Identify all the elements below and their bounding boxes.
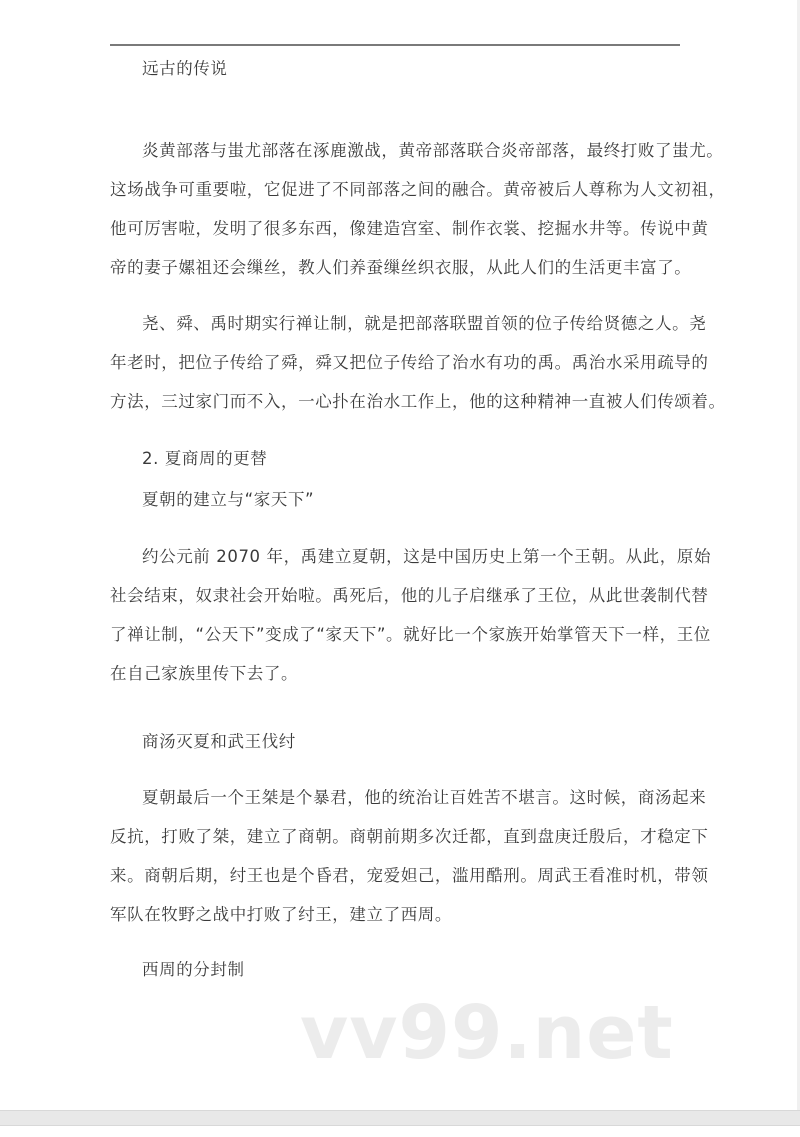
heading-shang-zhou — [110, 722, 685, 761]
section-heading: 远古的传说 — [142, 59, 228, 78]
heading-xia-shang-zhou — [110, 439, 685, 478]
section-heading: 西周的分封制 — [142, 960, 245, 979]
paragraph-shanrang — [110, 304, 726, 421]
heading-fengjian — [110, 950, 685, 989]
paragraph-line: 这场战争可重要啦，它促进了不同部落之间的融合。黄帝被后人尊称为人文初祖， — [110, 180, 726, 199]
section-heading: 2. 夏商周的更替 — [142, 449, 268, 468]
paragraph-line: 他可厉害啦，发明了很多东西，像建造宫室、制作衣裳、挖掘水井等。传说中黄 — [110, 219, 709, 238]
heading-xia-founding — [110, 480, 685, 519]
paragraph-line: 方法，三过家门而不入，一心扑在治水工作上，他的这种精神一直被人们传颂着。 — [110, 392, 726, 411]
paragraph-line: 约公元前 2070 年，禹建立夏朝，这是中国历史上第一个王朝。从此，原始 — [142, 547, 712, 566]
paragraph-line: 在自己家族里传下去了。 — [110, 664, 299, 683]
paragraph-yanhuang — [110, 131, 726, 287]
paragraph-line: 社会结束，奴隶社会开始啦。禹死后，他的儿子启继承了王位，从此世袭制代替 — [110, 586, 709, 605]
paragraph-line: 反抗，打败了桀，建立了商朝。商朝前期多次迁都，直到盘庚迁殷后，才稳定下 — [110, 827, 709, 846]
header-rule — [110, 44, 680, 46]
paragraph-line: 夏朝最后一个王桀是个暴君，他的统治让百姓苦不堪言。这时候，商汤起来 — [142, 788, 707, 807]
paragraph-line: 年老时，把位子传给了舜，舜又把位子传给了治水有功的禹。禹治水采用疏导的 — [110, 353, 709, 372]
paragraph-line: 尧、舜、禹时期实行禅让制，就是把部落联盟首领的位子传给贤德之人。尧 — [142, 314, 707, 333]
paragraph-line: 来。商朝后期，纣王也是个昏君，宠爱妲己，滥用酷刑。周武王看准时机，带领 — [110, 866, 709, 885]
paragraph-line: 帝的妻子嫘祖还会缫丝，教人们养蚕缫丝织衣服，从此人们的生活更丰富了。 — [110, 258, 692, 277]
paragraph-shang — [110, 778, 709, 934]
paragraph-line: 军队在牧野之战中打败了纣王，建立了西周。 — [110, 905, 452, 924]
heading-legends — [110, 49, 685, 88]
section-heading: 商汤灭夏和武王伐纣 — [142, 732, 296, 751]
paragraph-line: 炎黄部落与蚩尤部落在涿鹿激战，黄帝部落联合炎帝部落，最终打败了蚩尤。 — [142, 141, 724, 160]
paragraph-line: 了禅让制，“公天下”变成了“家天下”。就好比一个家族开始掌管天下一样，王位 — [110, 625, 711, 644]
watermark: vv99.net — [300, 990, 674, 1076]
paragraph-xia — [110, 537, 712, 693]
page-separator — [0, 1110, 800, 1126]
section-heading: 夏朝的建立与“家天下” — [142, 490, 315, 509]
